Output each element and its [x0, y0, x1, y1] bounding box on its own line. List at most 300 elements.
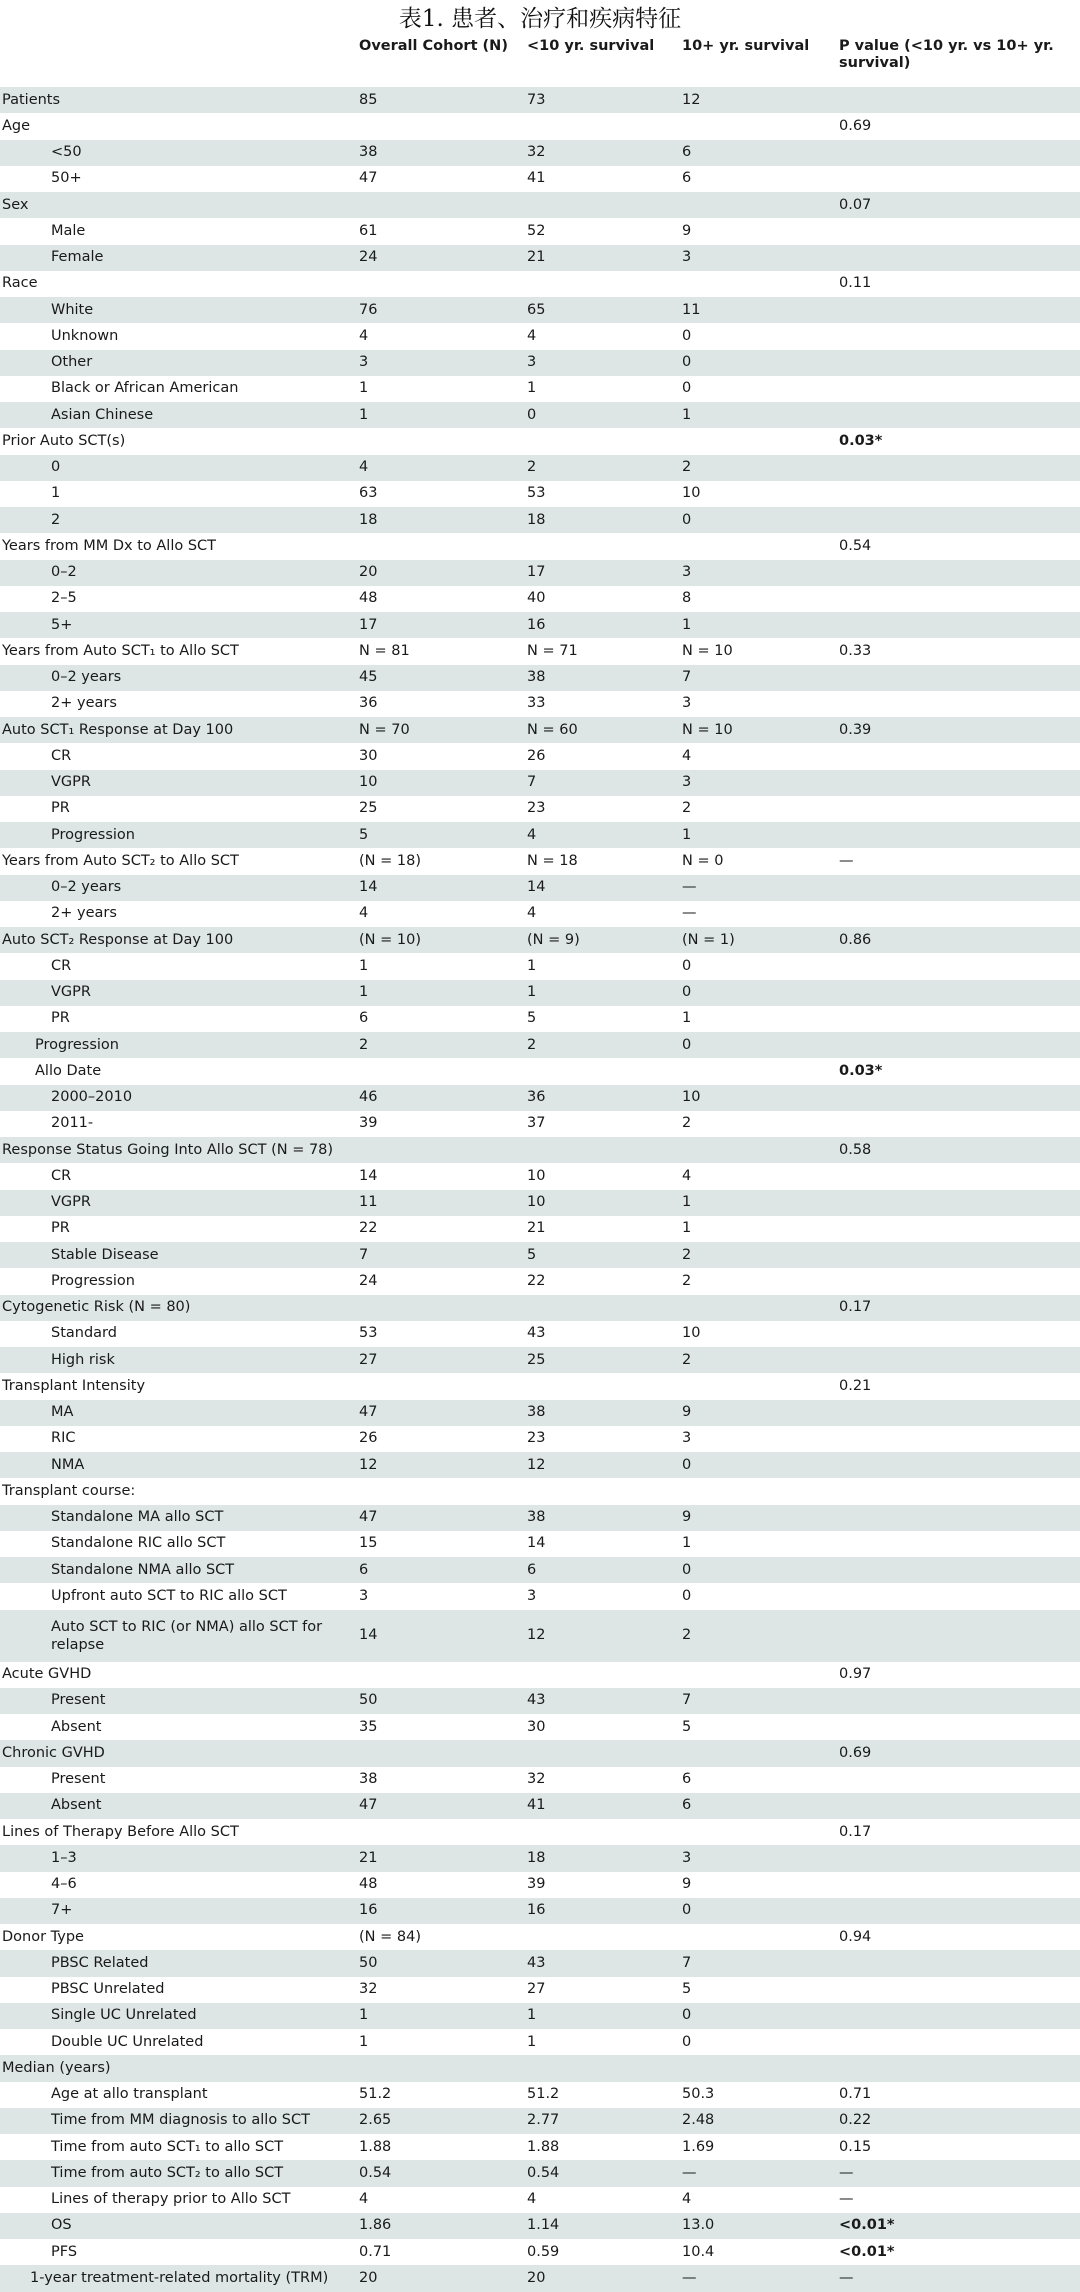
- under-10-survival-cell: 52: [527, 222, 546, 239]
- row-label: PR: [51, 1220, 70, 1237]
- overall-cohort-cell: [357, 1740, 525, 1766]
- under-10-survival-cell: 38: [527, 1404, 546, 1421]
- overall-cohort-cell: 50: [359, 1954, 378, 1971]
- ten-plus-survival-cell: 4: [682, 2191, 692, 2208]
- overall-cohort-cell: 11: [359, 1194, 378, 1211]
- table-row: [0, 1190, 1080, 1216]
- overall-cohort-cell: 1: [359, 2033, 369, 2050]
- p-value-cell: 0.07: [839, 196, 872, 213]
- overall-cohort-cell: 24: [359, 249, 378, 266]
- ten-plus-survival-cell: [680, 1740, 837, 1766]
- p-value-cell: [837, 1268, 1080, 1294]
- ten-plus-survival-cell: 7: [682, 669, 692, 686]
- ten-plus-survival-cell: 10: [682, 485, 701, 502]
- table-row: [0, 1819, 1080, 1845]
- overall-cohort-cell: 26: [359, 1430, 378, 1447]
- under-10-survival-cell: 53: [527, 485, 546, 502]
- row-label: Female: [51, 249, 104, 266]
- under-10-survival-cell: 17: [527, 564, 546, 581]
- table-row: [0, 1478, 1080, 1504]
- under-10-survival-cell: 4: [527, 826, 537, 843]
- under-10-survival-cell: 65: [527, 301, 546, 318]
- table-row: [0, 1137, 1080, 1163]
- row-label: Lines of therapy prior to Allo SCT: [51, 2191, 291, 2208]
- ten-plus-survival-cell: 3: [682, 774, 692, 791]
- ten-plus-survival-cell: 2: [682, 1627, 692, 1643]
- p-value-cell: [837, 1400, 1080, 1426]
- p-value-cell: 0.97: [839, 1666, 872, 1683]
- ten-plus-survival-cell: 10: [682, 1325, 701, 1342]
- ten-plus-survival-cell: 0: [682, 2007, 692, 2024]
- ten-plus-survival-cell: [680, 533, 837, 559]
- overall-cohort-cell: 7: [359, 1246, 369, 1263]
- row-label: OS: [51, 2217, 72, 2234]
- row-label: PBSC Unrelated: [51, 1981, 165, 1998]
- ten-plus-survival-cell: 6: [682, 144, 692, 161]
- under-10-survival-cell: N = 71: [527, 642, 578, 659]
- overall-cohort-cell: [357, 1662, 525, 1688]
- row-label: Stable Disease: [51, 1246, 159, 1263]
- overall-cohort-cell: 4: [359, 459, 369, 476]
- p-value-cell: 0.94: [839, 1928, 872, 1945]
- ten-plus-survival-cell: 9: [682, 1509, 692, 1526]
- table-row: [0, 1793, 1080, 1819]
- overall-cohort-cell: [357, 1478, 525, 1504]
- ten-plus-survival-cell: (N = 1): [682, 931, 735, 948]
- ten-plus-survival-cell: 3: [682, 249, 692, 266]
- p-value-cell: [837, 1583, 1080, 1609]
- row-label: Male: [51, 222, 86, 239]
- table-row: [0, 1610, 1080, 1662]
- p-value-cell: [837, 1242, 1080, 1268]
- ten-plus-survival-cell: 9: [682, 222, 692, 239]
- p-value-cell: —: [839, 2269, 854, 2286]
- under-10-survival-cell: 3: [527, 1587, 537, 1604]
- p-value-cell: [837, 1006, 1080, 1032]
- under-10-survival-cell: 1: [527, 2007, 537, 2024]
- ten-plus-survival-cell: 0: [682, 380, 692, 397]
- row-label: Absent: [51, 1797, 102, 1814]
- under-10-survival-cell: 2: [527, 1036, 537, 1053]
- ten-plus-survival-cell: 7: [682, 1954, 692, 1971]
- row-label: 2011-: [51, 1115, 94, 1132]
- under-10-survival-cell: [525, 1819, 680, 1845]
- table-row: [0, 166, 1080, 192]
- overall-cohort-cell: N = 81: [359, 642, 410, 659]
- table-row: [0, 875, 1080, 901]
- row-label: VGPR: [51, 1194, 91, 1211]
- table-row: [0, 1872, 1080, 1898]
- under-10-survival-cell: 26: [527, 747, 546, 764]
- table-row: [0, 980, 1080, 1006]
- overall-cohort-cell: 63: [359, 485, 378, 502]
- p-value-cell: [837, 1216, 1080, 1242]
- under-10-survival-cell: 41: [527, 1797, 546, 1814]
- header-overall-cohort: Overall Cohort (N): [357, 36, 525, 87]
- table-row: [0, 1058, 1080, 1084]
- overall-cohort-cell: 47: [359, 1404, 378, 1421]
- overall-cohort-cell: [357, 533, 525, 559]
- row-label: 0: [51, 459, 61, 476]
- overall-cohort-cell: 1.88: [359, 2138, 392, 2155]
- p-value-cell: [837, 560, 1080, 586]
- table-row: [0, 612, 1080, 638]
- row-label: Standalone MA allo SCT: [51, 1509, 224, 1526]
- row-label: Age: [2, 117, 31, 134]
- overall-cohort-cell: (N = 18): [359, 852, 421, 869]
- under-10-survival-cell: [525, 2055, 680, 2081]
- table-row: [0, 638, 1080, 664]
- overall-cohort-cell: 35: [359, 1718, 378, 1735]
- row-label: Upfront auto SCT to RIC allo SCT: [51, 1587, 287, 1604]
- table-row: [0, 1714, 1080, 1740]
- overall-cohort-cell: 2: [359, 1036, 369, 1053]
- table-row: [0, 586, 1080, 612]
- overall-cohort-cell: 47: [359, 1797, 378, 1814]
- overall-cohort-cell: 76: [359, 301, 378, 318]
- p-value-cell: 0.58: [839, 1141, 872, 1158]
- table-row: [0, 1400, 1080, 1426]
- p-value-cell: [837, 2029, 1080, 2055]
- row-label: 0–2: [51, 564, 77, 581]
- row-label: Absent: [51, 1718, 102, 1735]
- p-value-cell: [837, 586, 1080, 612]
- header-p-value: P value (<10 yr. vs 10+ yr. survival): [837, 36, 1080, 87]
- under-10-survival-cell: (N = 9): [527, 931, 580, 948]
- row-label: PR: [51, 1010, 70, 1027]
- table-row: [0, 218, 1080, 244]
- ten-plus-survival-cell: [680, 271, 837, 297]
- p-value-cell: 0.22: [839, 2112, 872, 2129]
- under-10-survival-cell: 36: [527, 1089, 546, 1106]
- table-row: [0, 2055, 1080, 2081]
- p-value-cell: <0.01*: [839, 2243, 895, 2260]
- ten-plus-survival-cell: 10.4: [682, 2243, 715, 2260]
- overall-cohort-cell: 3: [359, 1587, 369, 1604]
- table-row: [0, 2265, 1080, 2291]
- under-10-survival-cell: 20: [527, 2269, 546, 2286]
- row-label: Age at allo transplant: [51, 2086, 208, 2103]
- p-value-cell: [837, 1347, 1080, 1373]
- row-label: 1: [51, 485, 61, 502]
- ten-plus-survival-cell: 1.69: [682, 2138, 715, 2155]
- ten-plus-survival-cell: [680, 2055, 837, 2081]
- under-10-survival-cell: N = 18: [527, 852, 578, 869]
- overall-cohort-cell: 27: [359, 1351, 378, 1368]
- row-label: Unknown: [51, 327, 119, 344]
- ten-plus-survival-cell: 50.3: [682, 2086, 715, 2103]
- table-row: [0, 402, 1080, 428]
- overall-cohort-cell: 15: [359, 1535, 378, 1552]
- overall-cohort-cell: 2.65: [359, 2112, 392, 2129]
- p-value-cell: [837, 507, 1080, 533]
- p-value-cell: [837, 665, 1080, 691]
- under-10-survival-cell: [525, 1924, 680, 1950]
- row-label: Standalone RIC allo SCT: [51, 1535, 226, 1552]
- overall-cohort-cell: 36: [359, 695, 378, 712]
- p-value-cell: [837, 140, 1080, 166]
- under-10-survival-cell: 40: [527, 590, 546, 607]
- characteristics-table: [0, 36, 1080, 2292]
- table-row: [0, 2187, 1080, 2213]
- p-value-cell: [837, 1767, 1080, 1793]
- table-header-row: [0, 36, 1080, 87]
- row-label: Lines of Therapy Before Allo SCT: [2, 1823, 239, 1840]
- table-row: [0, 1898, 1080, 1924]
- ten-plus-survival-cell: [680, 1058, 837, 1084]
- overall-cohort-cell: [357, 113, 525, 139]
- ten-plus-survival-cell: 3: [682, 695, 692, 712]
- row-label: 2–5: [51, 590, 77, 607]
- table-row: [0, 796, 1080, 822]
- table-row: [0, 1216, 1080, 1242]
- overall-cohort-cell: 1.86: [359, 2217, 392, 2234]
- ten-plus-survival-cell: 2: [682, 1115, 692, 1132]
- under-10-survival-cell: 1: [527, 2033, 537, 2050]
- table-row: [0, 770, 1080, 796]
- row-label: Time from MM diagnosis to allo SCT: [51, 2112, 310, 2129]
- ten-plus-survival-cell: 4: [682, 747, 692, 764]
- ten-plus-survival-cell: 3: [682, 1430, 692, 1447]
- ten-plus-survival-cell: 4: [682, 1167, 692, 1184]
- ten-plus-survival-cell: 13.0: [682, 2217, 715, 2234]
- p-value-cell: —: [839, 2164, 854, 2181]
- table-caption: 表1. 患者、治疗和疾病特征: [398, 6, 682, 32]
- overall-cohort-cell: 4: [359, 905, 369, 922]
- under-10-survival-cell: 18: [527, 1849, 546, 1866]
- under-10-survival-cell: 21: [527, 1220, 546, 1237]
- overall-cohort-cell: 39: [359, 1115, 378, 1132]
- overall-cohort-cell: (N = 10): [359, 931, 421, 948]
- overall-cohort-cell: 48: [359, 1876, 378, 1893]
- p-value-cell: —: [839, 2191, 854, 2208]
- under-10-survival-cell: [525, 1137, 680, 1163]
- p-value-cell: [837, 1950, 1080, 1976]
- under-10-survival-cell: 10: [527, 1194, 546, 1211]
- overall-cohort-cell: 21: [359, 1849, 378, 1866]
- p-value-cell: [837, 166, 1080, 192]
- under-10-survival-cell: 1: [527, 957, 537, 974]
- row-label: Asian Chinese: [51, 406, 154, 423]
- row-label: Auto SCT₂ Response at Day 100: [2, 931, 234, 948]
- ten-plus-survival-cell: 9: [682, 1404, 692, 1421]
- under-10-survival-cell: [525, 113, 680, 139]
- ten-plus-survival-cell: 7: [682, 1692, 692, 1709]
- overall-cohort-cell: 38: [359, 1771, 378, 1788]
- row-label: RIC: [51, 1430, 76, 1447]
- p-value-cell: 0.39: [839, 721, 872, 738]
- under-10-survival-cell: 2.77: [527, 2112, 560, 2129]
- under-10-survival-cell: 1.14: [527, 2217, 560, 2234]
- p-value-cell: 0.03*: [839, 1062, 883, 1079]
- table-row: [0, 717, 1080, 743]
- table-row: [0, 743, 1080, 769]
- under-10-survival-cell: 0.54: [527, 2164, 560, 2181]
- ten-plus-survival-cell: 12: [682, 91, 701, 108]
- under-10-survival-cell: 18: [527, 511, 546, 528]
- overall-cohort-cell: 32: [359, 1981, 378, 1998]
- ten-plus-survival-cell: [680, 1819, 837, 1845]
- p-value-cell: [837, 1163, 1080, 1189]
- overall-cohort-cell: 14: [359, 1167, 378, 1184]
- overall-cohort-cell: 6: [359, 1561, 369, 1578]
- p-value-cell: [837, 1426, 1080, 1452]
- overall-cohort-cell: [357, 1137, 525, 1163]
- row-label: Time from auto SCT₂ to allo SCT: [51, 2164, 284, 2181]
- overall-cohort-cell: 20: [359, 564, 378, 581]
- overall-cohort-cell: 14: [359, 879, 378, 896]
- ten-plus-survival-cell: [680, 1295, 837, 1321]
- row-label: Median (years): [2, 2059, 111, 2076]
- overall-cohort-cell: 46: [359, 1089, 378, 1106]
- row-label: PFS: [51, 2243, 78, 2260]
- under-10-survival-cell: 16: [527, 616, 546, 633]
- under-10-survival-cell: 14: [527, 879, 546, 896]
- p-value-cell: 0.15: [839, 2138, 872, 2155]
- overall-cohort-cell: 51.2: [359, 2086, 392, 2103]
- p-value-cell: [837, 1452, 1080, 1478]
- row-label: VGPR: [51, 984, 91, 1001]
- overall-cohort-cell: [357, 271, 525, 297]
- row-label: Double UC Unrelated: [51, 2033, 204, 2050]
- p-value-cell: 0.69: [839, 1744, 872, 1761]
- overall-cohort-cell: (N = 84): [359, 1928, 421, 1945]
- ten-plus-survival-cell: 0: [682, 1587, 692, 1604]
- table-row: [0, 822, 1080, 848]
- ten-plus-survival-cell: 2: [682, 1351, 692, 1368]
- row-label: Standalone NMA allo SCT: [51, 1561, 235, 1578]
- table-row: [0, 350, 1080, 376]
- p-value-cell: 0.17: [839, 1299, 872, 1316]
- row-label: Single UC Unrelated: [51, 2007, 197, 2024]
- ten-plus-survival-cell: 1: [682, 1535, 692, 1552]
- row-label: Years from Auto SCT₁ to Allo SCT: [2, 642, 239, 659]
- overall-cohort-cell: [357, 428, 525, 454]
- overall-cohort-cell: 45: [359, 669, 378, 686]
- under-10-survival-cell: 0: [527, 406, 537, 423]
- p-value-cell: [837, 875, 1080, 901]
- under-10-survival-cell: 4: [527, 905, 537, 922]
- row-label: White: [51, 301, 94, 318]
- under-10-survival-cell: [525, 1740, 680, 1766]
- overall-cohort-cell: [357, 192, 525, 218]
- ten-plus-survival-cell: 1: [682, 406, 692, 423]
- under-10-survival-cell: 33: [527, 695, 546, 712]
- ten-plus-survival-cell: N = 0: [682, 852, 724, 869]
- ten-plus-survival-cell: 1: [682, 826, 692, 843]
- ten-plus-survival-cell: 0: [682, 354, 692, 371]
- table-row: [0, 2108, 1080, 2134]
- p-value-cell: [837, 402, 1080, 428]
- row-label: Present: [51, 1771, 106, 1788]
- p-value-cell: [837, 980, 1080, 1006]
- row-label: Years from Auto SCT₂ to Allo SCT: [2, 852, 239, 869]
- overall-cohort-cell: 61: [359, 222, 378, 239]
- overall-cohort-cell: 1: [359, 957, 369, 974]
- p-value-cell: [837, 323, 1080, 349]
- under-10-survival-cell: 38: [527, 669, 546, 686]
- ten-plus-survival-cell: 5: [682, 1981, 692, 1998]
- overall-cohort-cell: [357, 1819, 525, 1845]
- row-label: Black or African American: [51, 380, 239, 397]
- table-row: [0, 927, 1080, 953]
- row-label: Transplant Intensity: [2, 1377, 146, 1394]
- ten-plus-survival-cell: 6: [682, 1797, 692, 1814]
- overall-cohort-cell: 5: [359, 826, 369, 843]
- p-value-cell: 0.86: [839, 931, 872, 948]
- under-10-survival-cell: 6: [527, 1561, 537, 1578]
- table-row: [0, 1688, 1080, 1714]
- table-row: [0, 691, 1080, 717]
- overall-cohort-cell: 18: [359, 511, 378, 528]
- p-value-cell: 0.03*: [839, 432, 883, 449]
- p-value-cell: [837, 350, 1080, 376]
- p-value-cell: [837, 770, 1080, 796]
- table-row: [0, 1557, 1080, 1583]
- ten-plus-survival-cell: [680, 113, 837, 139]
- overall-cohort-cell: 25: [359, 800, 378, 817]
- ten-plus-survival-cell: 0: [682, 1561, 692, 1578]
- p-value-cell: [837, 1478, 1080, 1504]
- ten-plus-survival-cell: [680, 1137, 837, 1163]
- row-label: Present: [51, 1692, 106, 1709]
- ten-plus-survival-cell: 1: [682, 1220, 692, 1237]
- p-value-cell: [837, 1688, 1080, 1714]
- under-10-survival-cell: 5: [527, 1010, 537, 1027]
- row-label: 1–3: [51, 1849, 77, 1866]
- row-label: <50: [51, 144, 82, 161]
- p-value-cell: [837, 1505, 1080, 1531]
- p-value-cell: 0.54: [839, 537, 872, 554]
- overall-cohort-cell: 1: [359, 380, 369, 397]
- ten-plus-survival-cell: —: [682, 879, 697, 896]
- p-value-cell: [837, 901, 1080, 927]
- row-label: Allo Date: [35, 1062, 102, 1079]
- row-label: Race: [2, 275, 38, 292]
- overall-cohort-cell: 53: [359, 1325, 378, 1342]
- row-label: 5+: [51, 616, 73, 633]
- p-value-cell: [837, 796, 1080, 822]
- ten-plus-survival-cell: 1: [682, 616, 692, 633]
- overall-cohort-cell: 47: [359, 1509, 378, 1526]
- under-10-survival-cell: 21: [527, 249, 546, 266]
- under-10-survival-cell: 32: [527, 144, 546, 161]
- table-row: [0, 560, 1080, 586]
- overall-cohort-cell: 4: [359, 327, 369, 344]
- table-row: [0, 2239, 1080, 2265]
- table-row: [0, 271, 1080, 297]
- under-10-survival-cell: 25: [527, 1351, 546, 1368]
- under-10-survival-cell: [525, 1295, 680, 1321]
- table-row: [0, 1505, 1080, 1531]
- p-value-cell: 0.21: [839, 1377, 872, 1394]
- under-10-survival-cell: [525, 533, 680, 559]
- overall-cohort-cell: 20: [359, 2269, 378, 2286]
- under-10-survival-cell: 43: [527, 1954, 546, 1971]
- ten-plus-survival-cell: —: [682, 2269, 697, 2286]
- overall-cohort-cell: 16: [359, 1902, 378, 1919]
- overall-cohort-cell: 4: [359, 2191, 369, 2208]
- p-value-cell: [837, 612, 1080, 638]
- overall-cohort-cell: 24: [359, 1272, 378, 1289]
- p-value-cell: [837, 1977, 1080, 2003]
- row-label: High risk: [51, 1351, 115, 1368]
- table-row: [0, 1163, 1080, 1189]
- row-label: PR: [51, 800, 70, 817]
- ten-plus-survival-cell: N = 10: [682, 642, 733, 659]
- under-10-survival-cell: 43: [527, 1325, 546, 1342]
- table-row: [0, 1531, 1080, 1557]
